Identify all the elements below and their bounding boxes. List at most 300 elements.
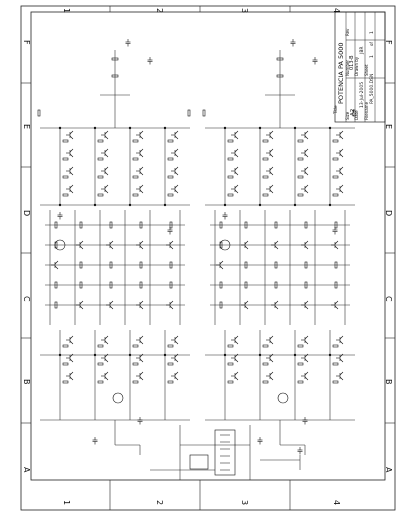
wire (235, 149, 238, 152)
wire (305, 246, 308, 249)
resistor-symbol (133, 158, 138, 160)
wire (270, 136, 273, 139)
resistor-symbol (133, 140, 138, 142)
wire (70, 154, 73, 157)
transistor-symbol (301, 336, 308, 344)
wire (105, 172, 108, 175)
capacitor-symbol (258, 437, 263, 445)
resistor-symbol (333, 158, 338, 160)
resistor-symbol (133, 363, 138, 365)
wire (170, 306, 173, 309)
wire (105, 190, 108, 193)
resistor-symbol (63, 345, 68, 347)
wire (70, 149, 73, 152)
junction-dot (259, 204, 261, 206)
wire (335, 241, 338, 244)
capacitor-symbol (303, 417, 308, 425)
capacitor-symbol (298, 447, 303, 455)
resistor-symbol (333, 194, 338, 196)
wire (340, 377, 343, 380)
wire (70, 341, 73, 344)
resistor-symbol (298, 158, 303, 160)
resistor-symbol (63, 381, 68, 383)
wire (235, 336, 238, 339)
resistor-symbol (203, 110, 205, 116)
junction-dot (129, 127, 131, 129)
transistor-symbol (336, 167, 343, 175)
wire (55, 261, 58, 264)
resistor-symbol (298, 140, 303, 142)
wire (140, 372, 143, 375)
wire (220, 266, 223, 269)
wire (235, 190, 238, 193)
resistor-symbol (263, 363, 268, 365)
wire (175, 336, 178, 339)
transistor-symbol (101, 336, 108, 344)
transistor-symbol (136, 149, 143, 157)
junction-dot (294, 127, 296, 129)
wire (270, 336, 273, 339)
transistor-symbol (171, 149, 178, 157)
row-label: A (22, 467, 31, 473)
transistor-symbol (336, 372, 343, 380)
transistor-symbol (301, 149, 308, 157)
transistor-symbol (231, 372, 238, 380)
transistor-symbol (66, 372, 73, 380)
junction-dot (94, 354, 96, 356)
junction-dot (94, 127, 96, 129)
wire (105, 377, 108, 380)
size-value: A2 (350, 108, 356, 116)
resistor-symbol (263, 345, 268, 347)
junction-dot (224, 127, 226, 129)
filename-label: Filename (364, 101, 369, 120)
transistor-symbol (266, 185, 273, 193)
resistor-symbol (133, 176, 138, 178)
wire (270, 149, 273, 152)
wire (80, 306, 83, 309)
resistor-symbol (168, 158, 173, 160)
wire (305, 241, 308, 244)
transistor-symbol (266, 167, 273, 175)
wire (110, 306, 113, 309)
wire (305, 136, 308, 139)
resistor-symbol (263, 381, 268, 383)
transistor-symbol (171, 185, 178, 193)
resistor-symbol (298, 363, 303, 365)
wire (275, 246, 278, 249)
junction-dot (164, 204, 166, 206)
column-label: 3 (240, 500, 249, 506)
wire (235, 131, 238, 134)
transistor-symbol (171, 372, 178, 380)
resistor-symbol (228, 158, 233, 160)
row-label: D (22, 210, 31, 217)
resistor-symbol (298, 194, 303, 196)
resistor-symbol (133, 381, 138, 383)
wire (175, 167, 178, 170)
wire (140, 377, 143, 380)
wire (275, 301, 278, 304)
wire (70, 190, 73, 193)
column-label: 2 (155, 500, 164, 506)
resistor-symbol (63, 158, 68, 160)
resistor-symbol (333, 140, 338, 142)
resistor-symbol (298, 345, 303, 347)
wire (80, 246, 83, 249)
wire (175, 154, 178, 157)
number-label: Number (345, 59, 350, 76)
wire (340, 131, 343, 134)
transistor-symbol (66, 131, 73, 139)
wire (140, 301, 143, 304)
wire (305, 341, 308, 344)
resistor-symbol (228, 345, 233, 347)
junction-dot (329, 127, 331, 129)
wire (235, 167, 238, 170)
junction-dot (259, 127, 261, 129)
wire (235, 377, 238, 380)
wire (70, 377, 73, 380)
size-label: Size (345, 111, 350, 120)
wire (175, 131, 178, 134)
wire (340, 136, 343, 139)
wire (340, 341, 343, 344)
column-label: 2 (155, 8, 164, 14)
transistor-symbol (231, 336, 238, 344)
wire (175, 190, 178, 193)
trimmer-potentiometer (278, 393, 288, 403)
transistor-symbol (231, 185, 238, 193)
resistor-symbol (38, 110, 40, 116)
resistor-symbol (298, 176, 303, 178)
wire (270, 377, 273, 380)
capacitor-symbol (93, 437, 98, 445)
sheet-label: Sheet (364, 64, 369, 76)
resistor-symbol (168, 363, 173, 365)
wire (140, 241, 143, 244)
wire (305, 167, 308, 170)
wire (335, 301, 338, 304)
resistor-symbol (263, 194, 268, 196)
wire (70, 354, 73, 357)
wire (305, 354, 308, 357)
wire (175, 372, 178, 375)
wire (175, 149, 178, 152)
wire (305, 336, 308, 339)
wire (70, 185, 73, 188)
wire (140, 246, 143, 249)
resistor-symbol (98, 140, 103, 142)
of-value: 1 (370, 31, 375, 34)
wire (235, 185, 238, 188)
wire (340, 149, 343, 152)
schematic-components (38, 39, 355, 475)
wire (235, 354, 238, 357)
junction-dot (129, 354, 131, 356)
capacitor-symbol (126, 39, 131, 47)
wire (235, 172, 238, 175)
wire (270, 167, 273, 170)
wire (105, 154, 108, 157)
row-label: C (22, 296, 31, 302)
transistor-symbol (301, 167, 308, 175)
column-label: 4 (332, 500, 341, 506)
resistor-symbol (168, 345, 173, 347)
junction-dot (329, 204, 331, 206)
transistor-symbol (101, 372, 108, 380)
transistor-symbol (336, 336, 343, 344)
column-label: 1 (62, 8, 71, 14)
row-label: F (22, 40, 31, 45)
wire (270, 185, 273, 188)
wire (175, 341, 178, 344)
wire (235, 341, 238, 344)
number-value: 013-B (349, 55, 355, 70)
resistor-symbol (168, 381, 173, 383)
resistor-symbol (98, 176, 103, 178)
wire (235, 359, 238, 362)
wire (305, 301, 308, 304)
filename-value: PA_5000.DSN (370, 73, 375, 104)
schematic-wiring (40, 50, 355, 480)
wire (140, 354, 143, 357)
wire (105, 136, 108, 139)
resistor-symbol (188, 110, 190, 116)
resistor-symbol (333, 176, 338, 178)
wire (140, 149, 143, 152)
wire (305, 185, 308, 188)
transistor-symbol (66, 336, 73, 344)
wire (70, 359, 73, 362)
wire (340, 190, 343, 193)
wire (140, 341, 143, 344)
resistor-symbol (333, 381, 338, 383)
wire (110, 246, 113, 249)
wire (70, 336, 73, 339)
transistor-symbol (101, 167, 108, 175)
wire (335, 246, 338, 249)
zone-labels-left (22, 40, 31, 473)
rev-label: Rev (345, 28, 350, 36)
transistor-symbol (336, 149, 343, 157)
resistor-symbol (98, 345, 103, 347)
wire (340, 336, 343, 339)
trimmer-potentiometer (113, 393, 123, 403)
wire (305, 131, 308, 134)
resistor-symbol (228, 194, 233, 196)
wire (305, 377, 308, 380)
wire (340, 359, 343, 362)
transistor-symbol (66, 185, 73, 193)
transistor-symbol (136, 372, 143, 380)
wire (220, 261, 223, 264)
resistor-symbol (168, 176, 173, 178)
drawn-value: JBR (360, 46, 365, 54)
wire (270, 131, 273, 134)
resistor-symbol (98, 381, 103, 383)
resistor-symbol (228, 176, 233, 178)
resistor-symbol (168, 140, 173, 142)
column-label: 4 (332, 8, 341, 14)
resistor-symbol (228, 381, 233, 383)
transistor-symbol (231, 167, 238, 175)
wire (105, 131, 108, 134)
resistor-symbol (168, 194, 173, 196)
wire (305, 306, 308, 309)
transistor-symbol (336, 131, 343, 139)
wire (175, 185, 178, 188)
row-label: B (22, 379, 31, 385)
wire (275, 306, 278, 309)
sheet-value: 1 (370, 55, 375, 58)
transistor-symbol (136, 167, 143, 175)
resistor-symbol (263, 140, 268, 142)
wire (270, 341, 273, 344)
wire (170, 301, 173, 304)
junction-dot (294, 354, 296, 356)
wire (140, 185, 143, 188)
wire (340, 154, 343, 157)
wire (235, 372, 238, 375)
capacitor-symbol (313, 57, 318, 65)
junction-dot (59, 127, 61, 129)
transistor-symbol (171, 131, 178, 139)
wire (140, 136, 143, 139)
row-label: E (22, 124, 31, 130)
wire (270, 359, 273, 362)
resistor-symbol (63, 194, 68, 196)
wire (340, 185, 343, 188)
wire (70, 167, 73, 170)
junction-dot (164, 127, 166, 129)
wire (170, 241, 173, 244)
wire (105, 167, 108, 170)
resistor-symbol (63, 363, 68, 365)
wire (270, 172, 273, 175)
wire (140, 154, 143, 157)
wire (105, 354, 108, 357)
wire (140, 131, 143, 134)
relay-block (190, 455, 208, 469)
wire (175, 377, 178, 380)
wire (140, 306, 143, 309)
wire (170, 246, 173, 249)
junction-dot (224, 204, 226, 206)
column-label: 1 (62, 500, 71, 506)
transistor-symbol (101, 149, 108, 157)
row-label: D (384, 210, 393, 217)
wire (335, 306, 338, 309)
wire (105, 149, 108, 152)
wire (305, 154, 308, 157)
wire (245, 306, 248, 309)
wire (140, 359, 143, 362)
of-label: of (369, 42, 374, 46)
wire (270, 372, 273, 375)
transistor-symbol (301, 185, 308, 193)
wire (270, 154, 273, 157)
transistor-symbol (231, 149, 238, 157)
wire (305, 359, 308, 362)
resistor-symbol (98, 194, 103, 196)
resistor-symbol (333, 345, 338, 347)
wire (340, 354, 343, 357)
column-label: 3 (240, 8, 249, 14)
resistor-symbol (98, 363, 103, 365)
capacitor-symbol (223, 212, 228, 220)
transistor-symbol (136, 185, 143, 193)
wire (340, 372, 343, 375)
wire (105, 341, 108, 344)
transistor-symbol (301, 131, 308, 139)
wire (70, 136, 73, 139)
resistor-symbol (228, 140, 233, 142)
wire (340, 167, 343, 170)
wire (80, 301, 83, 304)
transistor-symbol (171, 336, 178, 344)
junction-dot (164, 354, 166, 356)
row-label: F (384, 40, 393, 45)
wire (140, 190, 143, 193)
resistor-symbol (63, 140, 68, 142)
transistor-symbol (66, 167, 73, 175)
resistor-symbol (133, 194, 138, 196)
junction-dot (129, 204, 131, 206)
wire (235, 154, 238, 157)
wire (235, 136, 238, 139)
wire (305, 372, 308, 375)
wire (305, 172, 308, 175)
row-label: E (384, 124, 393, 130)
inner-border (31, 12, 385, 480)
date-label: Date (354, 110, 359, 120)
wire (175, 354, 178, 357)
wire (110, 241, 113, 244)
wire (305, 149, 308, 152)
row-label: B (384, 379, 393, 385)
junction-dot (224, 354, 226, 356)
transistor-symbol (266, 372, 273, 380)
title-block (333, 12, 385, 122)
resistor-symbol (63, 176, 68, 178)
transistor-symbol (266, 149, 273, 157)
wire (245, 241, 248, 244)
wire (175, 136, 178, 139)
transistor-symbol (136, 336, 143, 344)
row-label: A (384, 467, 393, 473)
resistor-symbol (333, 363, 338, 365)
resistor-symbol (263, 176, 268, 178)
junction-dot (329, 354, 331, 356)
wire (305, 190, 308, 193)
wire (70, 131, 73, 134)
transistor-symbol (171, 167, 178, 175)
transistor-symbol (336, 185, 343, 193)
transistor-symbol (101, 185, 108, 193)
title-label: Title (333, 105, 338, 114)
wire (80, 241, 83, 244)
wire (70, 372, 73, 375)
connector-block (215, 430, 235, 475)
wire (105, 336, 108, 339)
transistor-symbol (66, 149, 73, 157)
resistor-symbol (133, 345, 138, 347)
capacitor-symbol (148, 57, 153, 65)
wire (70, 172, 73, 175)
transistor-symbol (266, 131, 273, 139)
transistor-symbol (301, 372, 308, 380)
